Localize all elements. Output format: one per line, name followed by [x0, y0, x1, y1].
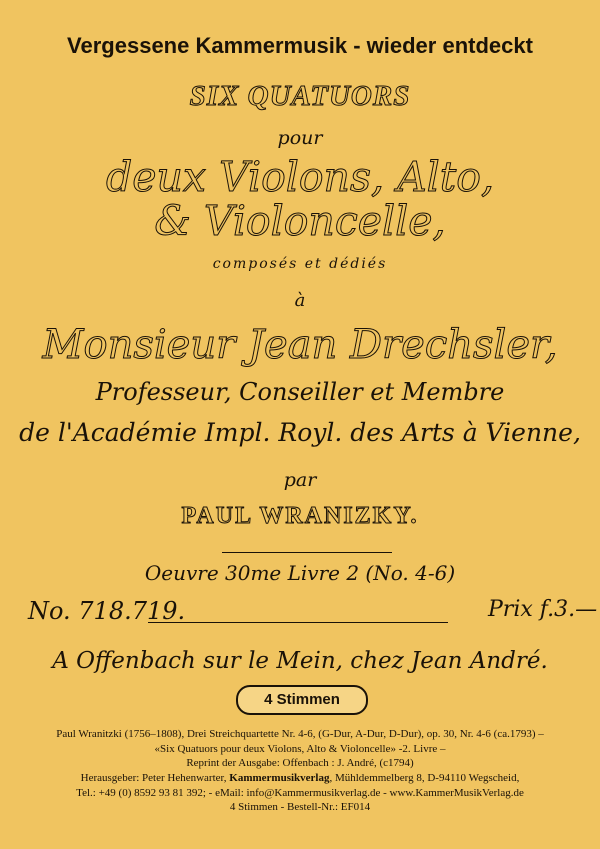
parts-badge: 4 Stimmen [236, 685, 368, 715]
dedicatee-academy: de l'Académie Impl. Royl. des Arts à Vienne, [19, 418, 581, 447]
publisher-address: Herausgeber: Peter Hehenwarter, Kammermusikverlag, Mühldemmelberg 8, D-94110 Wegscheid, [80, 772, 520, 784]
divider [222, 552, 392, 553]
title-a: à [294, 290, 306, 311]
title-par: par [283, 469, 317, 491]
divider [148, 622, 448, 623]
description-line: Paul Wranitzki (1756–1808), Drei Streichquartette Nr. 4-6, (G-Dur, A-Dur, D-Dur), op. 30, Nr. 4-6 (ca.1793) – [56, 728, 544, 740]
description-line: Reprint der Ausgabe: Offenbach : J. André, (c1794) [186, 757, 414, 769]
edition-description [0, 727, 600, 771]
title-instruments-1: deux Violons, Alto, [106, 153, 494, 201]
title-pour: pour [277, 127, 323, 149]
opus-number: Oeuvre 30me Livre 2 (No. 4-6) [144, 561, 456, 585]
publisher-info [0, 771, 600, 815]
dedicatee-title: Professeur, Conseiller et Membre [95, 378, 505, 406]
publisher-name: Kammermusikverlag [229, 772, 330, 784]
publisher-imprint: A Offenbach sur le Mein, chez Jean André. [52, 648, 548, 674]
dedicatee-name: Monsieur Jean Drechsler, [42, 322, 558, 368]
price: Prix f.3.— [488, 597, 598, 622]
title-instruments-2: & Violoncelle, [154, 197, 446, 245]
order-number: 4 Stimmen - Bestell-Nr.: EF014 [229, 801, 371, 813]
work-title: SIX QUATUORS [189, 80, 411, 112]
publisher-contact: Tel.: +49 (0) 8592 93 81 392; - eMail: info@Kammermusikverlag.de - www.KammerMusikVerlag.de [76, 786, 524, 799]
composer-name: PAUL WRANIZKY. [181, 503, 419, 529]
title-dedication-verb: composés et dédiés [212, 256, 388, 272]
plate-number: No. 718.719. [28, 597, 186, 625]
series-header: Vergessene Kammermusik - wieder entdeckt [67, 33, 533, 58]
description-line: «Six Quatuors pour deux Violons, Alto & Violoncelle» -2. Livre – [154, 742, 446, 755]
